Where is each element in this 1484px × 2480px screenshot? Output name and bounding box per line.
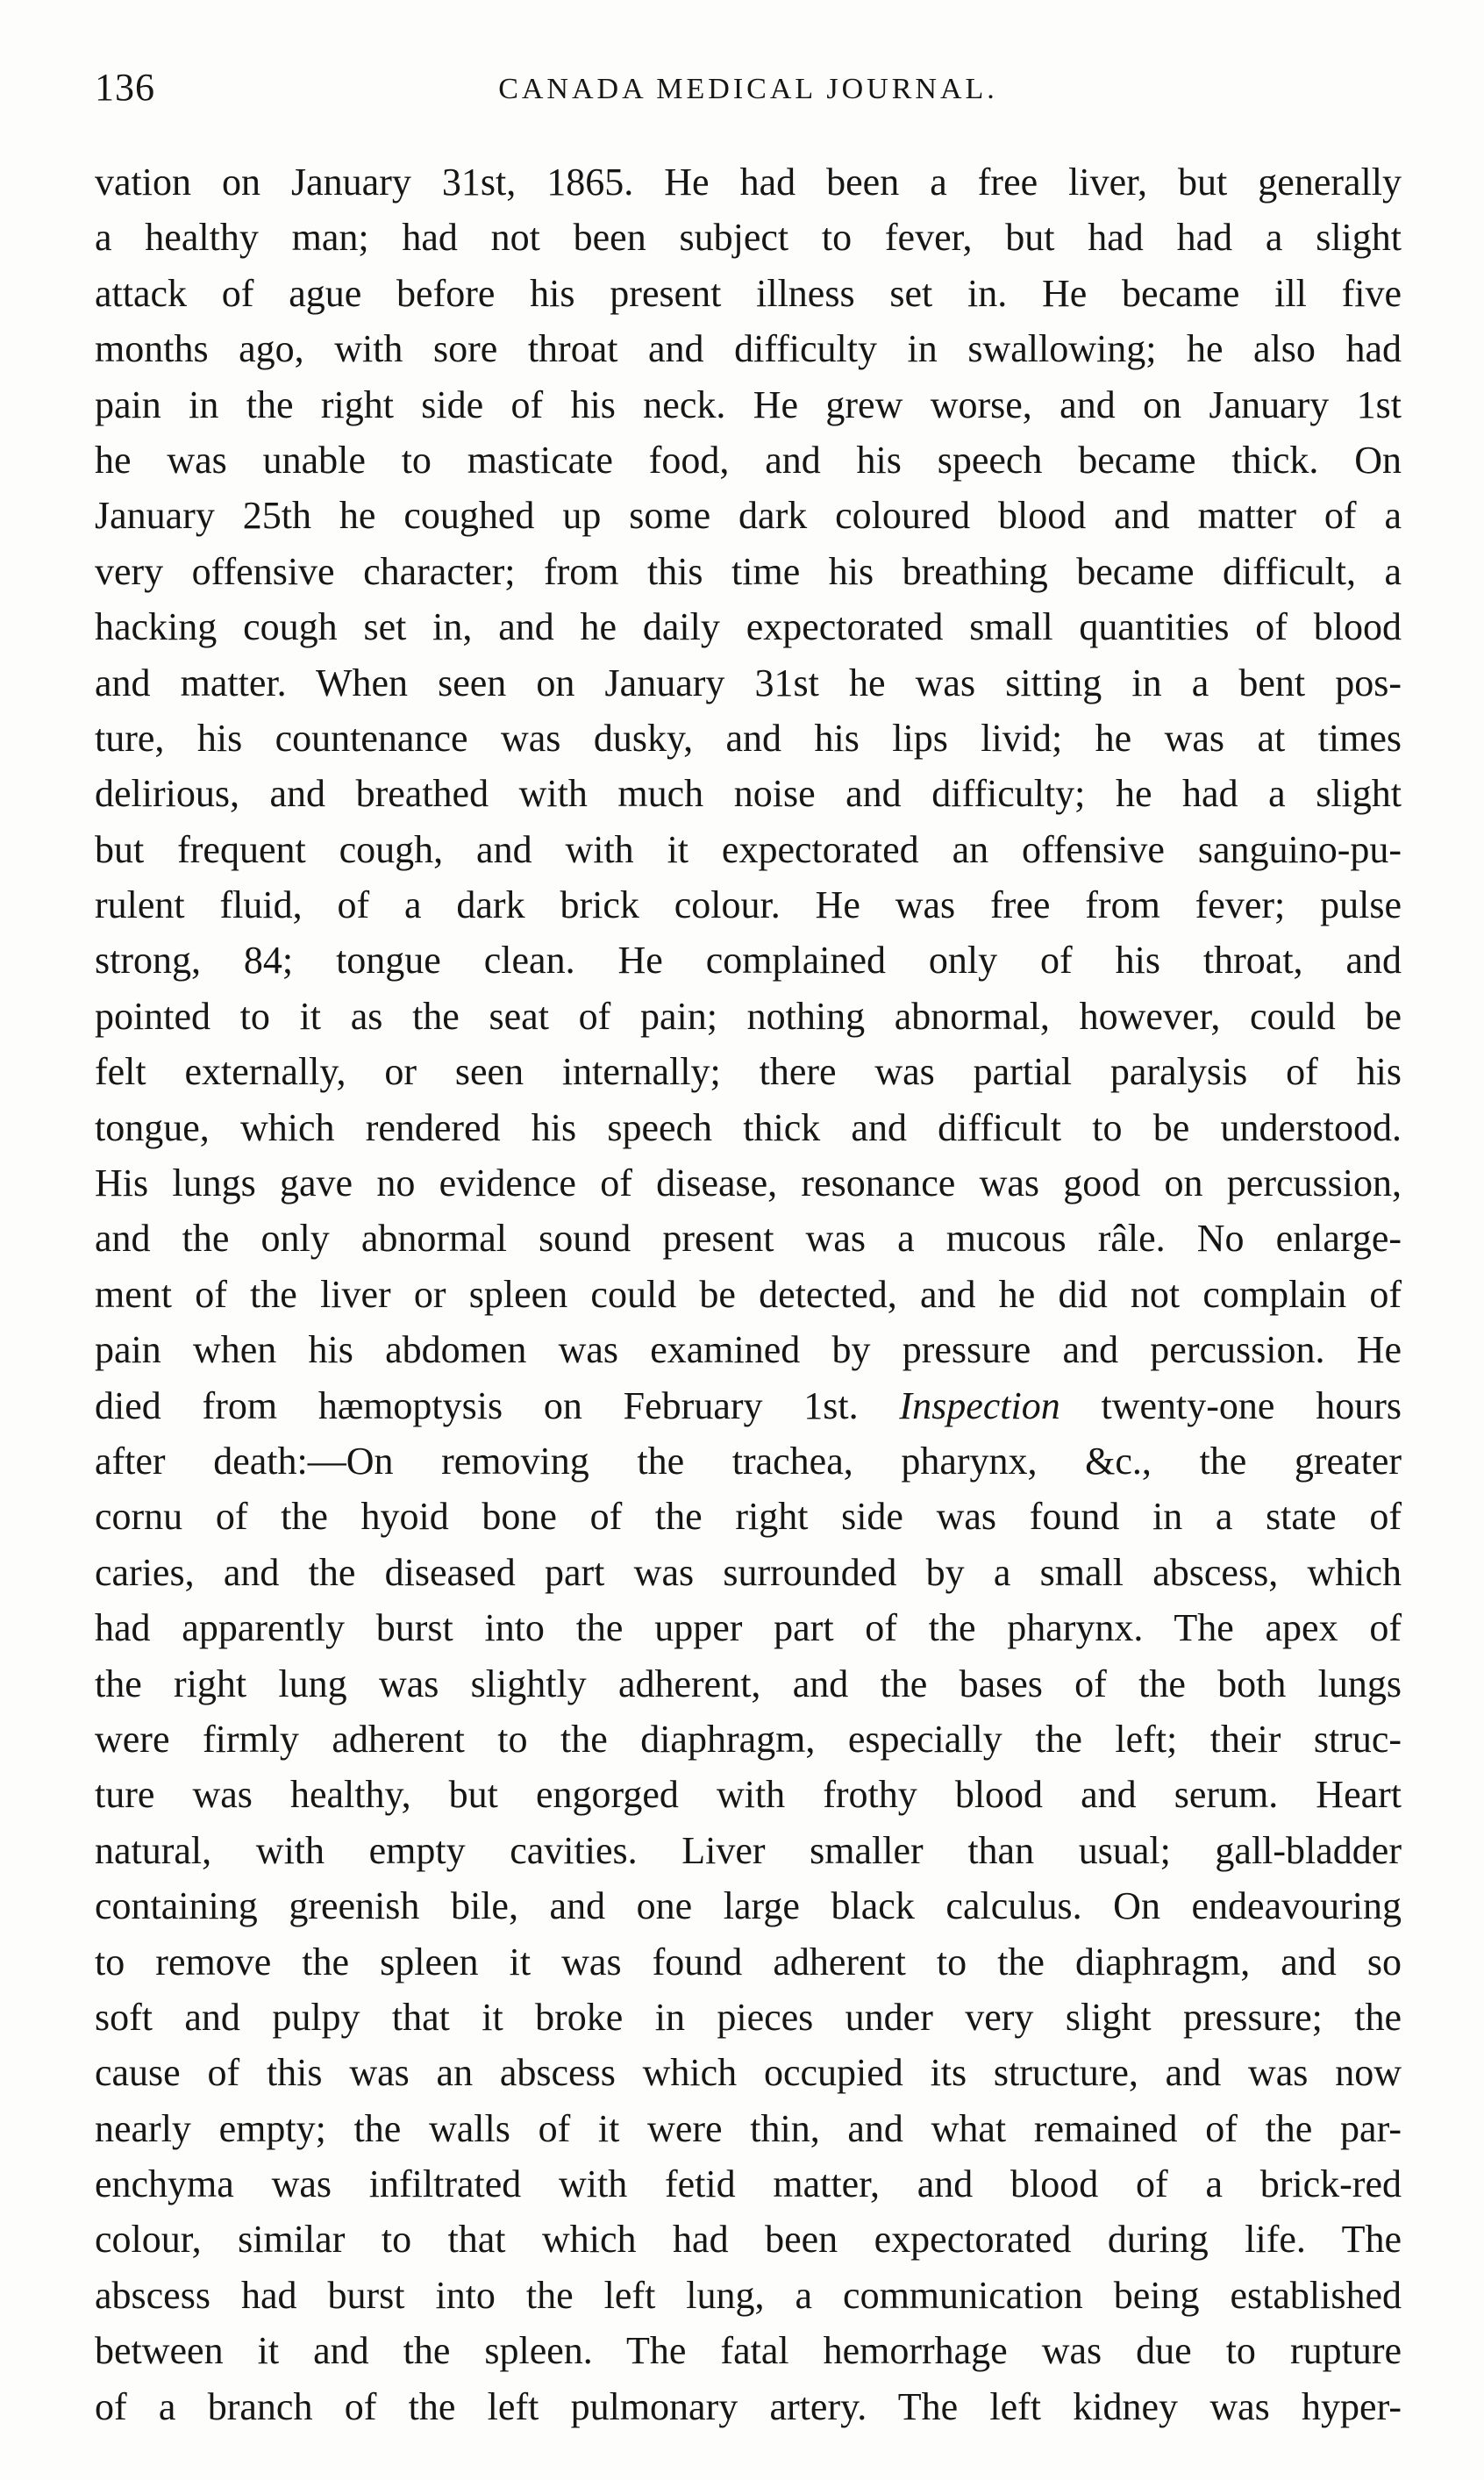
text-line: and the only abnormal sound present was a mucous râle. No enlarge- <box>95 1217 1402 1261</box>
running-head <box>95 61 1402 123</box>
page-number: 136 <box>95 66 155 109</box>
text-line: enchyma was infiltrated with fetid matter, and blood of a brick-red <box>95 2162 1402 2206</box>
text-line: cause of this was an abscess which occupied its structure, and was now <box>95 2051 1402 2095</box>
text-line: months ago, with sore throat and difficulty in swallowing; he also had <box>95 327 1402 371</box>
text-line: pain when his abdomen was examined by pressure and percussion. He <box>95 1328 1402 1372</box>
text-line: of a branch of the left pulmonary artery. The left kidney was hyper- <box>95 2384 1402 2428</box>
text-line: after death:—On removing the trachea, pharynx, &c., the greater <box>95 1439 1402 1483</box>
text-line: abscess had burst into the left lung, a communication being established <box>95 2273 1402 2317</box>
text-line: soft and pulpy that it broke in pieces under very slight pressure; the <box>95 1995 1402 2039</box>
journal-title: CANADA MEDICAL JOURNAL. <box>498 73 998 105</box>
text-line: the right lung was slightly adherent, and the bases of the both lungs <box>95 1662 1402 1705</box>
text-line: tongue, which rendered his speech thick and difficult to be understood. <box>95 1105 1402 1149</box>
text-line: were firmly adherent to the diaphragm, especially the left; their struc- <box>95 1717 1402 1761</box>
text-line: containing greenish bile, and one large black calculus. On endeavouring <box>95 1884 1402 1928</box>
text-line: ture, his countenance was dusky, and his lips livid; he was at times <box>95 716 1402 760</box>
text-segment: twenty-one hours <box>1059 1383 1402 1427</box>
text-line: to remove the spleen it was found adherent to the diaphragm, and so <box>95 1940 1402 1983</box>
text-line: colour, similar to that which had been expectorated during life. The <box>95 2218 1402 2262</box>
text-line: His lungs gave no evidence of disease, resonance was good on percussion, <box>95 1161 1402 1205</box>
text-line: and matter. When seen on January 31st he was sitting in a bent pos- <box>95 661 1402 704</box>
text-line: hacking cough set in, and he daily expectorated small quantities of blood <box>95 605 1402 649</box>
text-line: between it and the spleen. The fatal hemorrhage was due to rupture <box>95 2329 1402 2373</box>
text-line: rulent fluid, of a dark brick colour. He was free from fever; pulse <box>95 883 1402 927</box>
text-line-with-italic <box>95 1378 1402 1433</box>
text-line: ment of the liver or spleen could be detected, and he did not complain of <box>95 1272 1402 1316</box>
article-body <box>95 154 1402 2434</box>
italic-term-inspection: Inspection <box>899 1383 1060 1427</box>
text-line: a healthy man; had not been subject to fever, but had had a slight <box>95 216 1402 260</box>
text-line: pain in the right side of his neck. He grew worse, and on January 1st <box>95 382 1402 426</box>
text-line: attack of ague before his present illness set in. He became ill five <box>95 271 1402 315</box>
text-line: pointed to it as the seat of pain; nothing abnormal, however, could be <box>95 994 1402 1038</box>
text-line: natural, with empty cavities. Liver smaller than usual; gall-bladder <box>95 1828 1402 1872</box>
text-line: felt externally, or seen internally; there was partial paralysis of his <box>95 1050 1402 1094</box>
text-segment: died from hæmoptysis on February 1st. <box>95 1383 900 1427</box>
text-line: strong, 84; tongue clean. He complained only of his throat, and <box>95 939 1402 983</box>
text-line: caries, and the diseased part was surrounded by a small abscess, which <box>95 1550 1402 1594</box>
text-line: but frequent cough, and with it expectorated an offensive sanguino-pu- <box>95 827 1402 871</box>
text-line: vation on January 31st, 1865. He had been a free liver, but generally <box>95 161 1402 204</box>
text-line: January 25th he coughed up some dark coloured blood and matter of a <box>95 494 1402 538</box>
text-line: cornu of the hyoid bone of the right side was found in a state of <box>95 1495 1402 1539</box>
text-line: delirious, and breathed with much noise and difficulty; he had a slight <box>95 772 1402 816</box>
text-line: ture was healthy, but engorged with frothy blood and serum. Heart <box>95 1773 1402 1817</box>
text-line: had apparently burst into the upper part of the pharynx. The apex of <box>95 1606 1402 1650</box>
text-line: very offensive character; from this time his breathing became difficult, a <box>95 549 1402 593</box>
text-line: he was unable to masticate food, and his speech became thick. On <box>95 438 1402 482</box>
text-line: nearly empty; the walls of it were thin, and what remained of the par- <box>95 2106 1402 2150</box>
